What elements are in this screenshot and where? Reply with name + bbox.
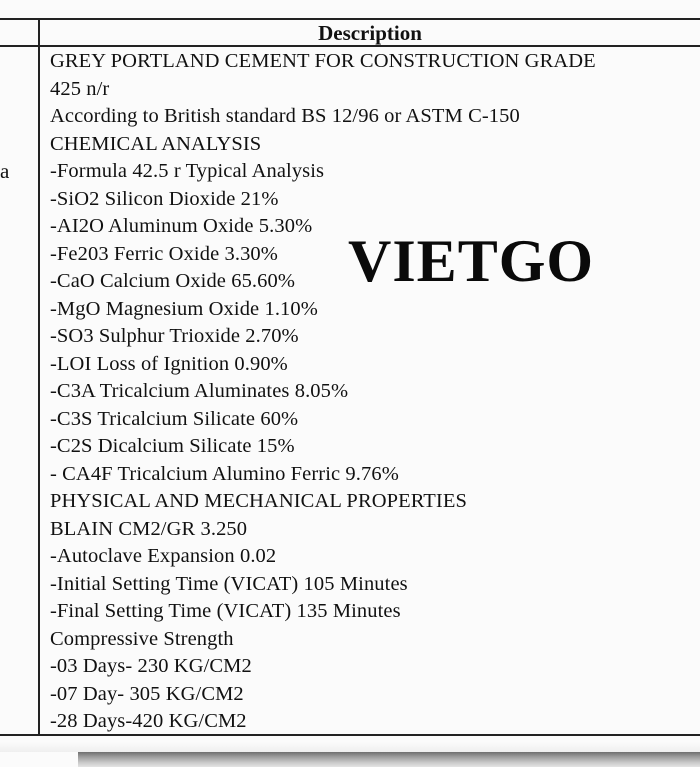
description-line: -LOI Loss of Ignition 0.90% [50, 352, 288, 375]
description-line: -Formula 42.5 r Typical Analysis [50, 160, 325, 182]
description-line: 425 n/r [50, 77, 110, 100]
paper-edge-strip [78, 752, 700, 767]
description-line: -C2S Dicalcium Silicate 15% [50, 435, 295, 457]
description-list [50, 48, 695, 736]
description-line: -SO3 Sulphur Trioxide 2.70% [50, 325, 299, 347]
description-line: -Initial Setting Time (VICAT) 105 Minutes [50, 572, 408, 595]
description-line: -C3S Tricalcium Silicate 60% [50, 407, 299, 430]
description-line: BLAIN CM2/GR 3.250 [50, 517, 248, 540]
description-line: - CA4F Tricalcium Alumino Ferric 9.76% [50, 462, 399, 485]
description-line: According to British standard BS 12/96 or ASTM C-150 [50, 105, 520, 127]
description-line: PHYSICAL AND MECHANICAL PROPERTIES [50, 490, 467, 512]
description-line: CHEMICAL ANALYSIS [50, 132, 262, 155]
description-header: Description [318, 21, 422, 45]
description-line: -Autoclave Expansion 0.02 [50, 545, 277, 567]
description-line: -28 Days-420 KG/CM2 [50, 710, 247, 732]
table-column-divider [38, 18, 40, 736]
description-line: -07 Day- 305 KG/CM2 [50, 682, 244, 705]
description-line: -C3A Tricalcium Aluminates 8.05% [50, 380, 349, 402]
description-line: -MgO Magnesium Oxide 1.10% [50, 297, 318, 320]
description-line: -Final Setting Time (VICAT) 135 Minutes [50, 600, 401, 622]
description-line: -03 Days- 230 KG/CM2 [50, 655, 252, 677]
description-line: -SiO2 Silicon Dioxide 21% [50, 187, 279, 210]
description-line: -CaO Calcium Oxide 65.60% [50, 270, 296, 292]
page-edge-shadow [0, 742, 700, 752]
description-line: Compressive Strength [50, 627, 234, 650]
description-line: GREY PORTLAND CEMENT FOR CONSTRUCTION GRADE [50, 50, 596, 72]
description-line: -AI2O Aluminum Oxide 5.30% [50, 215, 313, 237]
description-line: -Fe203 Ferric Oxide 3.30% [50, 242, 278, 265]
watermark-logo: VIETGO [348, 228, 595, 294]
left-column-fragment: a [0, 159, 10, 183]
